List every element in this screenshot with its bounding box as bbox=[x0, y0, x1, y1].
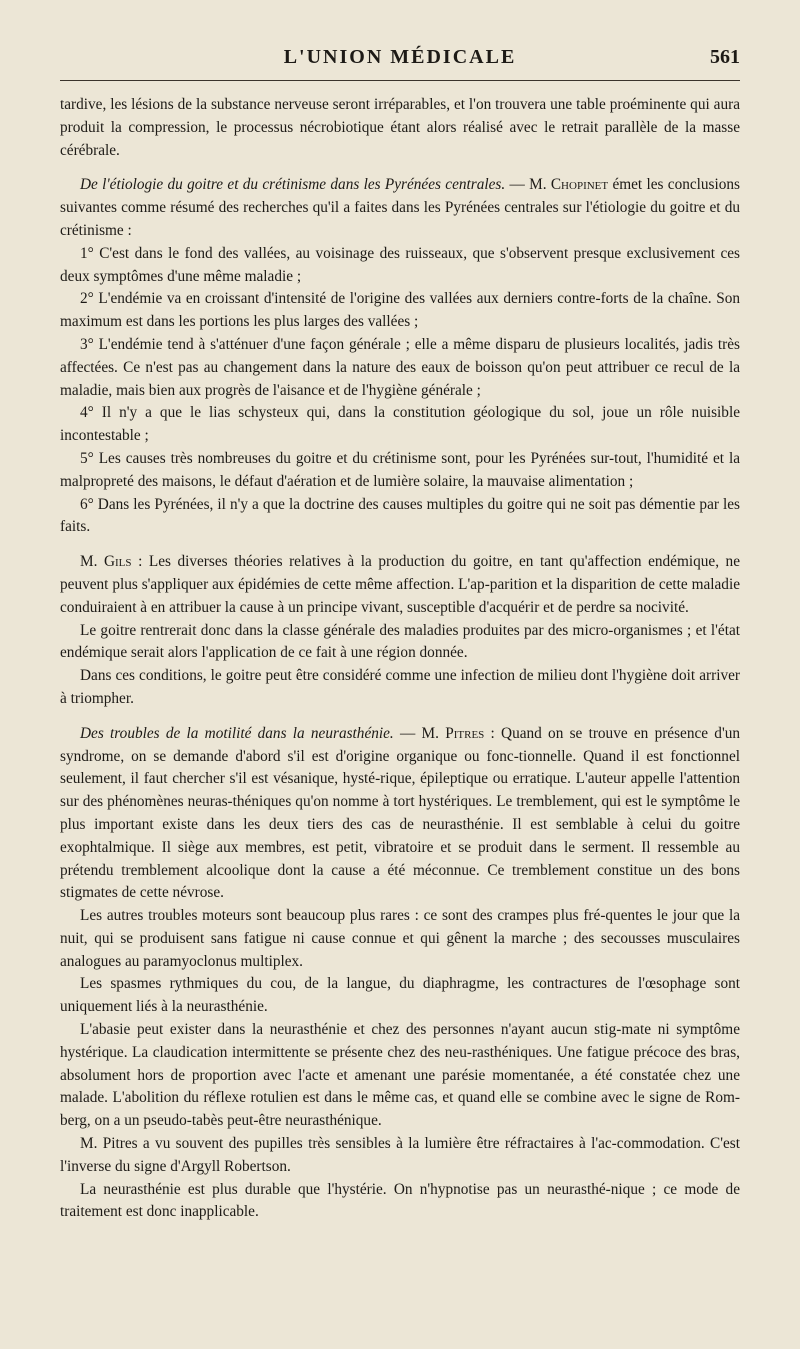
paragraph-goitre-etiology: De l'étiologie du goitre et du crétinisme dans les Pyrénées centrales. — M. Chopinet émet les conclusions suivantes comme résumé des recherches qu'il a faites dans les Pyrénées centrales sur l'étiologie du goitre et du crétinisme : bbox=[60, 176, 741, 239]
paragraph-neurasthenia: Des troubles de la motilité dans la neurasthénie. — M. Pitres : Quand on se trouve en présence d'un syndrome, on se demande d'abord s'il est d'origine organique ou fonc-tionnelle. Quand il est fonctionnel seulement, il faut chercher s'il est vésanique, hysté-rique, épileptique ou erratique. L'auteur appelle l'attention sur des phénomènes neuras-théniques qu'on nomme à tort hystériques. Le tremblement, qui est le symptôme le plus important existe dans les deux tiers des cas de neurasthénie. Il est semblable à celui du goitre exophtalmique. Il siège aux membres, est petit, vibratoire et se produit dans le serment. Il ressemble au prétendu tremblement alcoolique dont la cause a été méconnue. Ce tremblement constitue un des bons stigmates de cette névrose. bbox=[60, 724, 741, 902]
header-rule bbox=[60, 80, 740, 81]
page-number: 561 bbox=[710, 46, 740, 68]
section-lead-title: Des troubles de la motilité dans la neurasthénie. bbox=[80, 724, 394, 742]
paragraph-gils: M. Gils : Les diverses théories relatives à la production du goitre, en tant qu'affection endémique, ne peuvent plus s'appliquer aux épidémies de cette même affection. L'ap-parition et la disparition de cette maladie conduiraient à en attribuer la cause à un principe vivant, susceptible d'acquérir et de perdre sa nocivité. bbox=[60, 553, 740, 616]
conclusion-item: 5° Les causes très nombreuses du goitre et du crétinisme sont, pour les Pyrénées sur-tout, l'humidité et la malpropreté des maisons, le défaut d'aération et de lumière solaire, la mauvaise alimentation ; bbox=[60, 449, 740, 490]
running-head: L'UNION MÉDICALE bbox=[283, 46, 517, 68]
author-name: Pitres bbox=[445, 724, 485, 742]
author-name: Gils bbox=[103, 553, 132, 571]
paragraph-continuation: tardive, les lésions de la substance nerveuse seront irréparables, et l'on trouvera une table proéminente qui aura produit la compression, le processus nécrobiotique étant alors réalisé avec le retrait parallèle de la masse cérébrale. bbox=[60, 96, 740, 159]
paragraph: Le goitre rentrerait donc dans la classe générale des maladies produites par des micro-organismes ; et l'état endémique serait alors l'application de ce fait à une région donnée. bbox=[60, 621, 740, 662]
conclusion-item: 6° Dans les Pyrénées, il n'y a que la doctrine des causes multiples du goitre qui ne soit pas démentie par les faits. bbox=[60, 495, 740, 536]
conclusion-item: 1° C'est dans le fond des vallées, au voisinage des ruisseaux, que s'observent presque exclusivement ces deux symptômes d'une même maladie ; bbox=[60, 244, 740, 285]
paragraph: M. Pitres a vu souvent des pupilles très sensibles à la lumière être réfractaires à l'ac-commodation. C'est l'inverse du signe d'Argyll Robertson. bbox=[60, 1135, 740, 1175]
paragraph: Dans ces conditions, le goitre peut être considéré comme une infection de milieu dont l'hygiène doit arriver à triompher. bbox=[60, 667, 740, 707]
paragraph: Les spasmes rythmiques du cou, de la langue, du diaphragme, les contractures de l'œsophage sont uniquement liés à la neurasthénie. bbox=[60, 975, 740, 1016]
paragraph: La neurasthénie est plus durable que l'hystérie. On n'hypnotise pas un neurasthé-nique ; ce mode de traitement est donc inapplicable. bbox=[60, 1180, 740, 1221]
paragraph: L'abasie peut exister dans la neurasthénie et chez des personnes n'ayant aucun stig-mate ni symptôme hystérique. La claudication intermittente se présente chez des neu-rasthéniques. Une fatigue précoce des bras, absolument hors de proportion avec l'acte et amenant une parésie momentanée, a été constatée chez une malade. L'abolition du réflexe rotulien est dans le même cas, et quand elle se combine avec le signe de Rom-berg, on a un pseudo-tabès peut-être neurasthénique. bbox=[60, 1021, 740, 1130]
conclusion-item: 3° L'endémie tend à s'atténuer d'une façon générale ; elle a même disparu de plusieurs localités, jadis très affectées. Ce n'est pas au changement dans la nature des eaux de boisson qu'on peut attribuer ce recul de la maladie, mais bien aux progrès de l'aisance et de l'hygiène générale ; bbox=[60, 335, 740, 399]
page-content bbox=[60, 46, 740, 1224]
page-header bbox=[60, 46, 740, 78]
article-body bbox=[60, 94, 740, 1224]
conclusion-item: 4° Il n'y a que le lias schysteux qui, dans la constitution géologique du sol, joue un rôle nuisible incontestable ; bbox=[60, 404, 740, 445]
author-name: Chopinet bbox=[550, 176, 609, 194]
paragraph: Les autres troubles moteurs sont beaucoup plus rares : ce sont des crampes plus fré-quentes le jour que la nuit, qui se produisent sans fatigue ni cause connue et qui gênent la marche ; des secousses musculaires analogues au paramyoclonus multiplex. bbox=[60, 907, 740, 970]
conclusion-item: 2° L'endémie va en croissant d'intensité de l'origine des vallées aux derniers contre-forts de la chaîne. Son maximum est dans les portions les plus larges des vallées ; bbox=[60, 290, 740, 331]
section-lead-title: De l'étiologie du goitre et du crétinisme dans les Pyrénées centrales. bbox=[80, 176, 506, 194]
